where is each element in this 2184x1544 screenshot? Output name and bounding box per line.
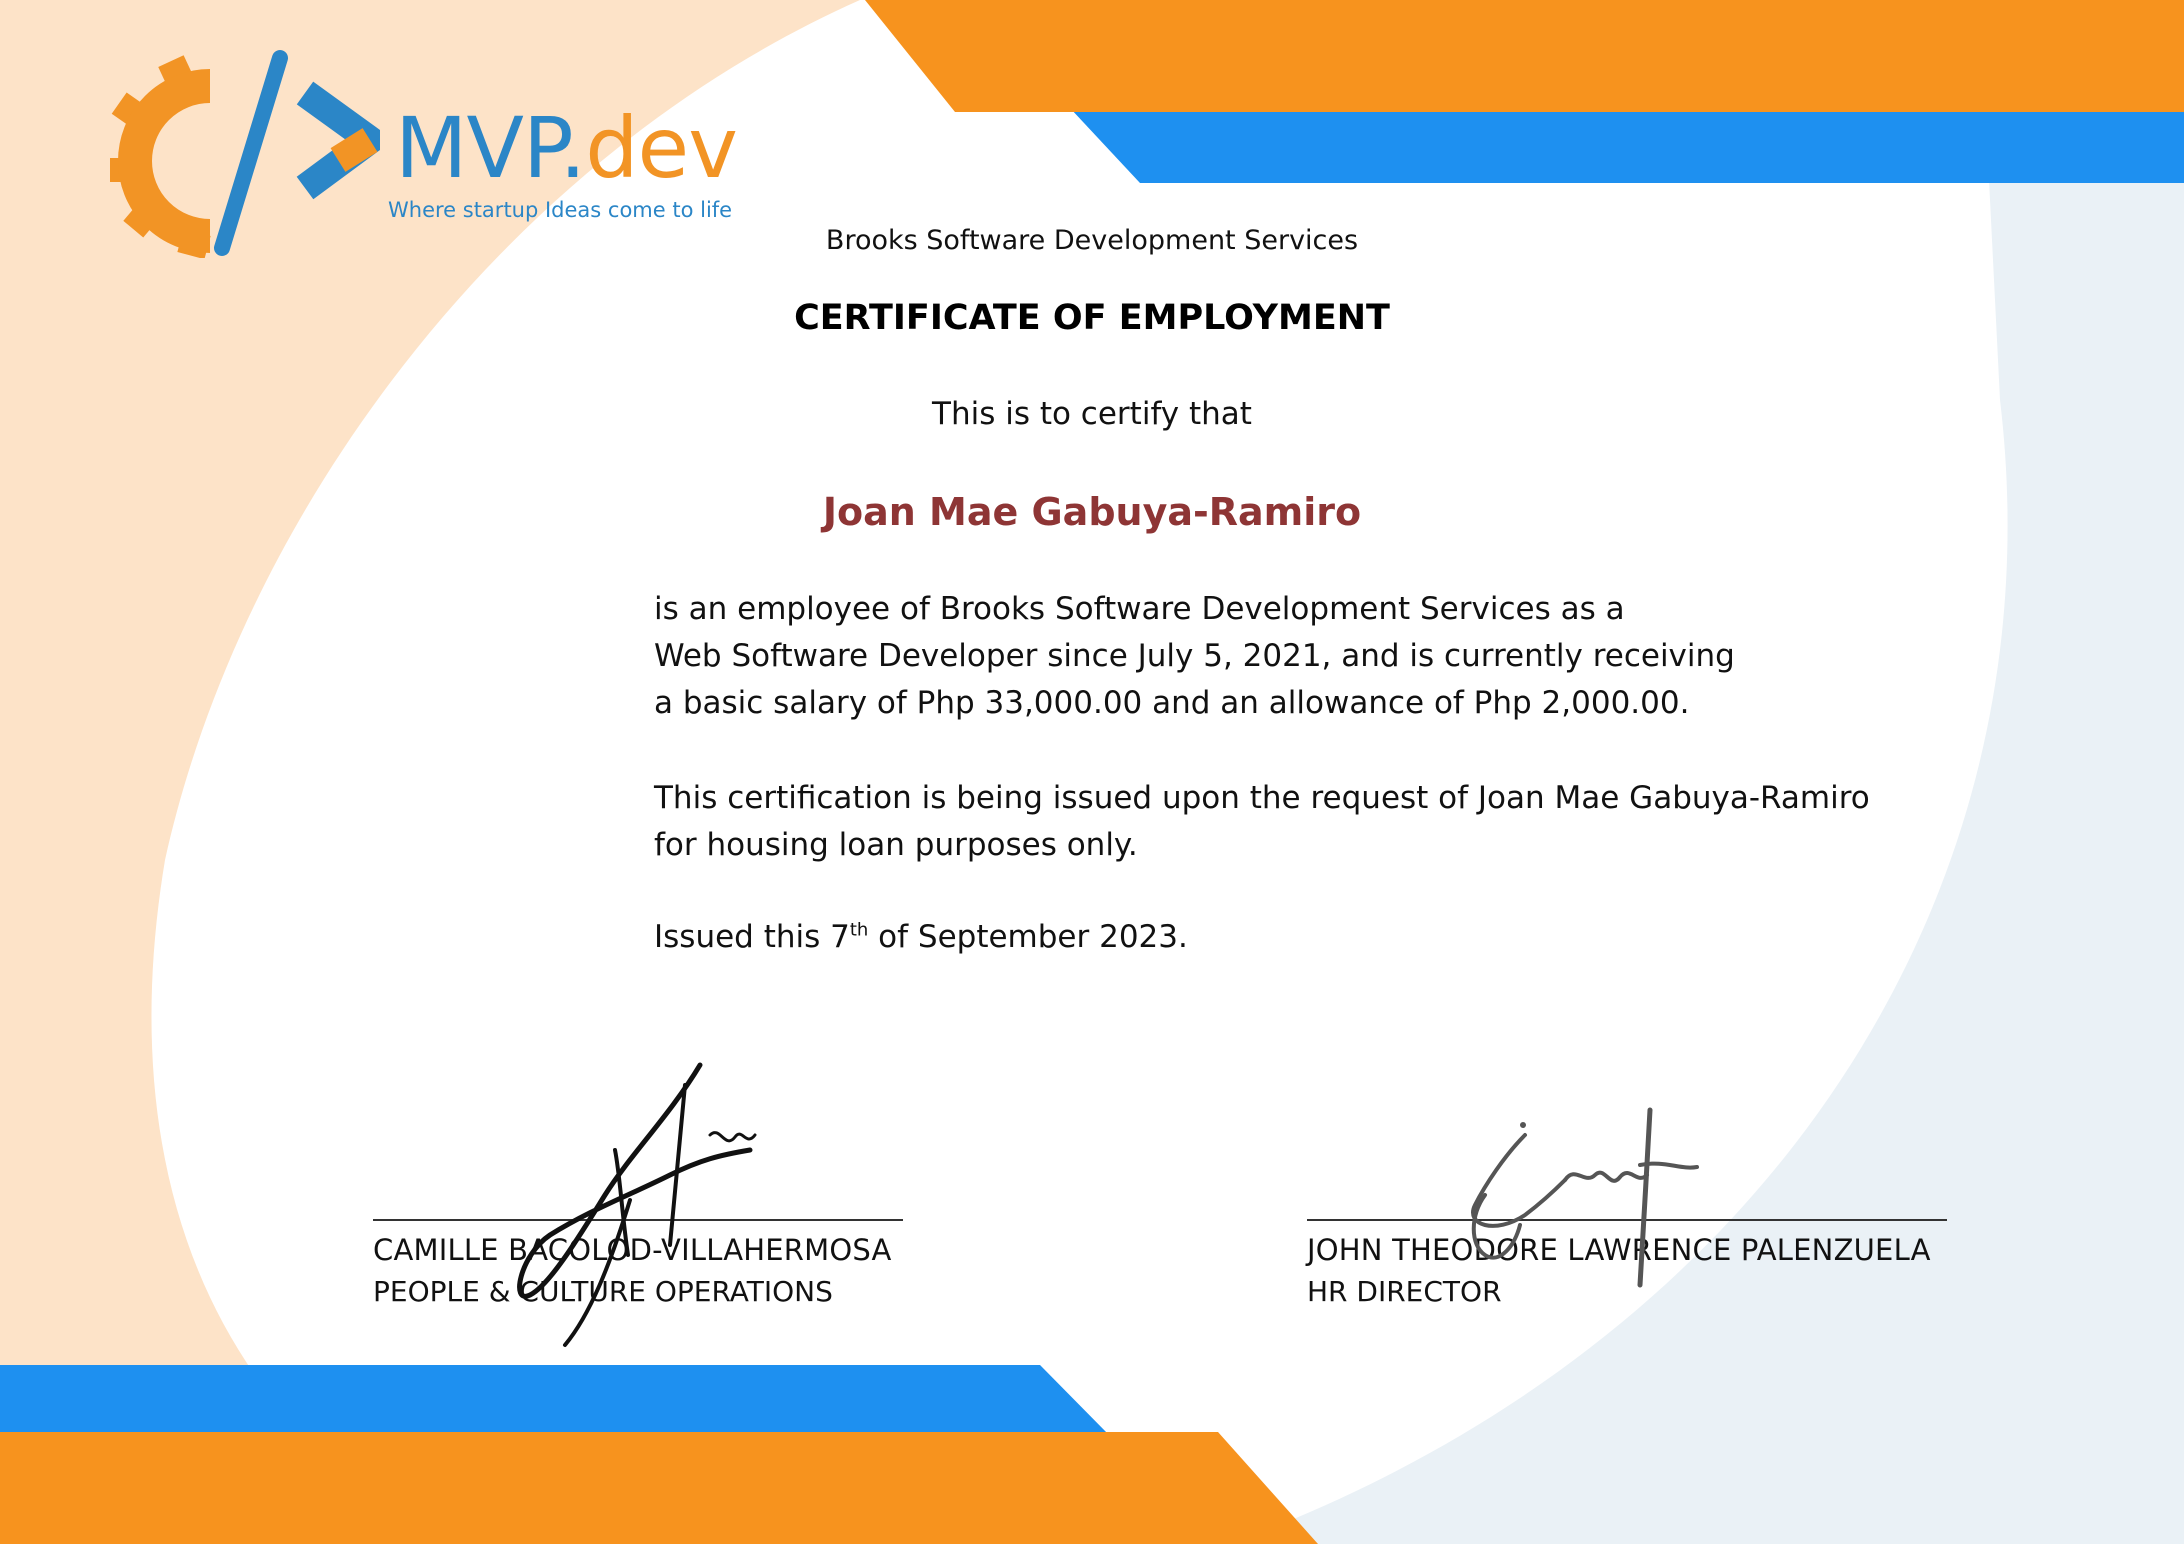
paragraph-line: is an employee of Brooks Software Development Services as a	[654, 591, 1625, 627]
signature-2	[1465, 1105, 1705, 1325]
purpose-paragraph	[654, 775, 1870, 869]
top-orange-band	[865, 0, 2184, 112]
certificate-title: CERTIFICATE OF EMPLOYMENT	[794, 298, 1390, 338]
employment-paragraph	[654, 586, 1735, 727]
paragraph-line: a basic salary of Php 33,000.00 and an allowance of Php 2,000.00.	[654, 685, 1690, 721]
employee-name: Joan Mae Gabuya-Ramiro	[822, 490, 1362, 534]
issued-ordinal: th	[849, 919, 869, 941]
issued-rest: of September 2023.	[868, 919, 1188, 955]
company-name: Brooks Software Development Services	[825, 225, 1359, 256]
paragraph-line: This certification is being issued upon the request of Joan Mae Gabuya-Ramiro	[654, 780, 1870, 816]
issued-line	[654, 914, 1188, 961]
logo-word-secondary: dev	[585, 99, 737, 197]
logo-wordmark	[395, 99, 737, 197]
issued-date	[654, 914, 1188, 961]
signatory-1-role: PEOPLE & CULTURE OPERATIONS	[373, 1275, 833, 1308]
bottom-blue-band	[0, 1365, 1110, 1436]
signatory-1-name: CAMILLE BACOLOD-VILLAHERMOSA	[373, 1233, 892, 1267]
paragraph-line: Web Software Developer since July 5, 2021, and is currently receiving	[654, 638, 1735, 674]
paragraph-line: for housing loan purposes only.	[654, 827, 1138, 863]
certify-line: This is to certify that	[932, 396, 1252, 432]
logo-tagline: Where startup Ideas come to life	[388, 198, 733, 222]
signatory-2-role: HR DIRECTOR	[1307, 1275, 1502, 1308]
signature-1	[510, 1055, 770, 1355]
top-blue-band	[1070, 108, 2184, 183]
signatory-2-name: JOHN THEODORE LAWRENCE PALENZUELA	[1307, 1233, 1931, 1267]
issued-prefix: Issued this 7	[654, 919, 850, 955]
logo-word-primary: MVP.	[395, 99, 586, 197]
bottom-orange-band	[0, 1432, 1318, 1544]
